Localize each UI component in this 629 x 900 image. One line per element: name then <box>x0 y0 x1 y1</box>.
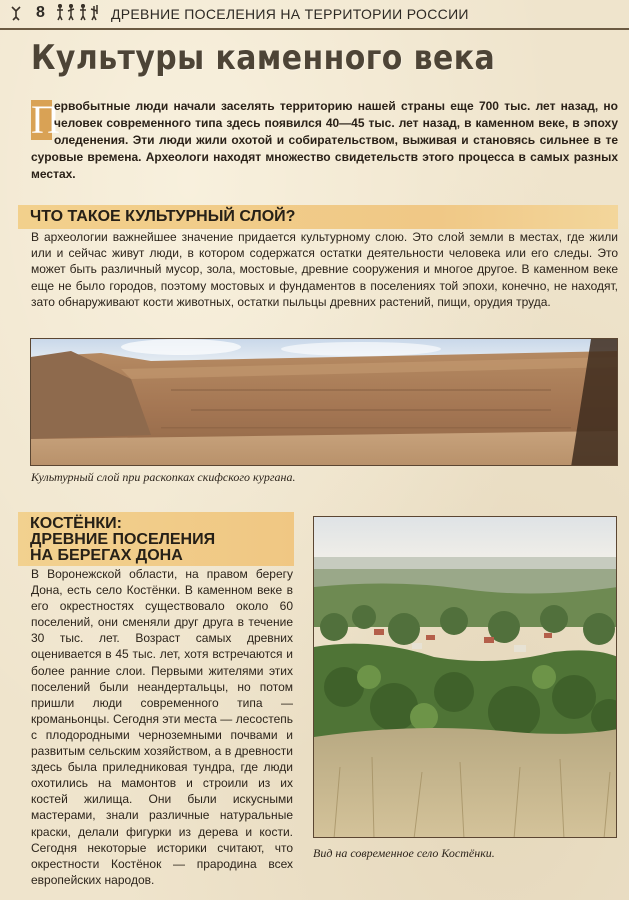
section-cultural-layer-body <box>31 229 618 310</box>
section-heading-bar <box>18 512 294 566</box>
village-photo-image <box>314 517 617 838</box>
excavation-photo-caption: Культурный слой при раскопках скифского кургана. <box>31 470 296 484</box>
intro-paragraph <box>31 98 618 183</box>
section-heading-kostenki-line1: КОСТЁНКИ: <box>30 515 122 532</box>
section-kostenki-text: В Воронежской области, на правом берегу Дона, есть село Костёнки. В каменном веке в его окрестностях существовало около 60 поселений, они сменяли друг друга в течение 30 тыс. лет. Возраст самых древних оценивается в 45 тыс. лет, хотя встречаются и более ранние слои. Первыми жителями этих поселений были неандертальцы, но потом пришли люди современного типа — кроманьонцы. Сегодня эти места — лесостепь с плодородными черноземными почвами и развитым сельским хозяйством, а в древности здесь была приледниковая тундра, где люди охотились на мамонтов и строили из их костей жилища. Они были искусными мастерами, знали различные натуральные краски, делали фигурки из дерева и кости. Сегодня некоторые историки считают, что окрестности Костёнок — прародина всех европейских народов. <box>31 567 293 887</box>
cave-painting-figures-icon <box>56 4 100 22</box>
village-photo <box>313 516 617 838</box>
section-heading-kostenki-line2: ДРЕВНИЕ ПОСЕЛЕНИЯ <box>30 531 216 548</box>
section-heading-cultural-layer: ЧТО ТАКОЕ КУЛЬТУРНЫЙ СЛОЙ? <box>30 208 296 225</box>
excavation-photo <box>30 338 618 466</box>
primitive-figure-icon <box>10 5 22 21</box>
section-kostenki-body <box>31 566 293 888</box>
page-header <box>0 0 629 30</box>
section-heading-bar <box>18 205 618 229</box>
section-cultural-layer-text: В археологии важнейшее значение придается культурному слою. Это слой земли в местах, где жили или и сейчас живут люди, в котором содержатся остатки деятельности человека или его следы. Это может быть различный мусор, зола, мостовые, древние сооружения и многое другое. В каменном веке еще не было городов, поэтому мостовых и фундаментов в поселениях той эпохи, конечно, не находят, зато обнаруживают кости животных, остатки пыльцы древних растений, пищи, орудия труда. <box>31 230 618 309</box>
excavation-photo-image <box>31 339 618 466</box>
page-title: Культуры каменного века <box>31 38 496 78</box>
section-heading-kostenki-line3: НА БЕРЕГАХ ДОНА <box>30 547 183 564</box>
drop-cap: П <box>31 97 60 142</box>
running-header-title: ДРЕВНИЕ ПОСЕЛЕНИЯ НА ТЕРРИТОРИИ РОССИИ <box>111 6 469 22</box>
page-number: 8 <box>36 4 45 21</box>
header-divider <box>0 28 629 30</box>
village-photo-caption: Вид на современное село Костёнки. <box>313 846 495 860</box>
intro-text: ервобытные люди начали заселять территорию нашей страны еще 700 тыс. лет назад, но человек современного типа здесь появился 40—45 тыс. лет назад, в каменном веке, в эпоху оледенения. Эти люди жили охотой и собирательством, выживая и становясь сильнее в те суровые времена. Археологи находят множество свидетельств этого процесса в самых разных местах. <box>31 99 618 181</box>
